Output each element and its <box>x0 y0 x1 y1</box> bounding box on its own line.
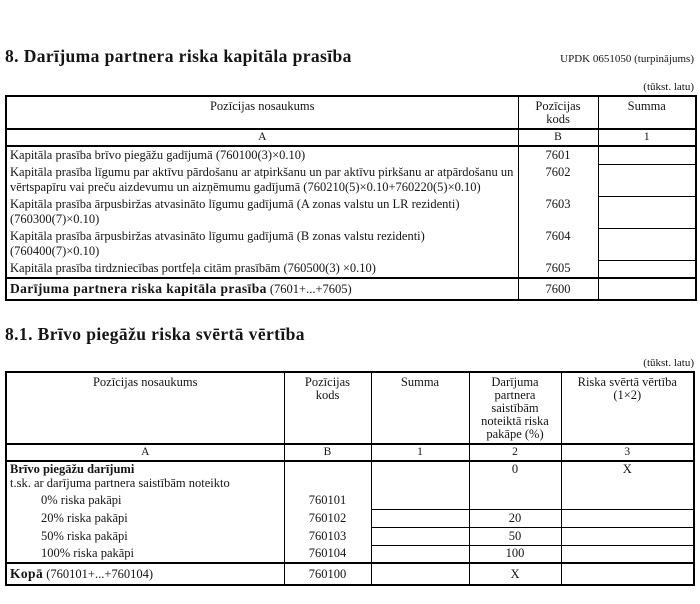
position-code-cell: 7604 <box>518 228 598 260</box>
sum-value-cell <box>598 196 696 228</box>
units-note: (tūkst. latu) <box>643 357 694 369</box>
sum-value-cell <box>598 260 696 278</box>
position-name-cell: Kapitāla prasība līgumu par aktīvu pārdošanu ar atpirkšanu un par aktīvu pirkšanu ar atpārdošanu un vērtspapīru vai preču aizdevumu un aizņēmumu gadījumā (760210(5)×0.10+760220(5)×0.10) <box>6 164 518 196</box>
table-row <box>6 164 696 196</box>
sum-value-cell <box>371 545 469 563</box>
sum-value-cell <box>598 164 696 196</box>
position-name-cell: 0% riska pakāpi <box>6 491 284 509</box>
position-code-cell: 7602 <box>518 164 598 196</box>
position-code-cell: 760104 <box>284 545 371 563</box>
position-name-cell: 100% riska pakāpi <box>6 545 284 563</box>
sum-value-cell <box>598 228 696 260</box>
table-row <box>6 461 694 476</box>
table-row <box>6 545 694 563</box>
position-name-cell: Brīvo piegāžu darījumi <box>6 461 284 476</box>
position-code-cell <box>284 461 371 476</box>
sum-value-cell <box>371 563 469 585</box>
table-header-row <box>6 96 696 129</box>
position-code-cell: 760102 <box>284 509 371 527</box>
column-letter-row <box>6 444 694 461</box>
table-row <box>6 196 696 228</box>
weighted-value-header-text: Riska svērtā vērtība (1×2) <box>577 375 677 402</box>
sum-value-cell <box>371 461 469 509</box>
position-code-cell: 7605 <box>518 260 598 278</box>
weighted-value-cell <box>561 563 694 585</box>
weighted-value-header <box>561 372 694 444</box>
risk-grade-cell: 50 <box>469 527 561 545</box>
section-81-title: 8.1. Brīvo piegāžu riska svērtā vērtība <box>5 324 305 344</box>
column-letter: B <box>518 129 598 146</box>
risk-grade-cell: 100 <box>469 545 561 563</box>
column-letter: B <box>284 444 371 461</box>
position-code-header-text: Pozīcijas kods <box>304 375 351 402</box>
position-code-header <box>518 96 598 129</box>
position-code-cell: 760101 <box>284 491 371 509</box>
weighted-value-cell <box>561 545 694 563</box>
counterparty-risk-table <box>5 95 697 301</box>
position-code-header <box>284 372 371 444</box>
table-row <box>6 509 694 527</box>
total-formula: (7601+...+7605) <box>266 282 352 296</box>
risk-grade-cell: X <box>469 563 561 585</box>
sum-value-cell <box>598 146 696 164</box>
sum-value-cell <box>598 278 696 300</box>
free-deliveries-table <box>5 371 695 586</box>
sum-value-cell <box>371 509 469 527</box>
weighted-value-cell: X <box>561 461 694 509</box>
units-note: (tūkst. latu) <box>643 81 694 93</box>
risk-grade-header <box>469 372 561 444</box>
risk-grade-cell: 20 <box>469 509 561 527</box>
position-name-cell: Kapitāla prasība brīvo piegāžu gadījumā (760100(3)×0.10) <box>6 146 518 164</box>
risk-grade-header-text: Darījuma partnera saistībām noteiktā riska pakāpe (%) <box>481 375 549 441</box>
sum-header: Summa <box>598 96 696 129</box>
position-code-cell: 760100 <box>284 563 371 585</box>
table-header-row <box>6 372 694 444</box>
position-name-cell: Kapitāla prasība tirdzniecības portfeļa citām prasībām (760500(3) ×0.10) <box>6 260 518 278</box>
total-formula: (760101+...+760104) <box>43 567 154 581</box>
table-row <box>6 527 694 545</box>
section-8-header <box>5 0 694 67</box>
position-name-cell: 50% riska pakāpi <box>6 527 284 545</box>
column-letter: A <box>6 444 284 461</box>
total-label-cell <box>6 563 284 585</box>
table-row <box>6 146 696 164</box>
column-letter: 1 <box>371 444 469 461</box>
position-name-cell: Kapitāla prasība ārpusbiržas atvasināto līgumu gadījumā (A zonas valstu un LR rezidenti) (760300(7)×0.10) <box>6 196 518 228</box>
total-row <box>6 278 696 300</box>
total-label: Darījuma partnera riska kapitāla prasība <box>10 281 267 296</box>
weighted-value-cell <box>561 527 694 545</box>
position-name-cell: t.sk. ar darījuma partnera saistībām noteikto <box>6 476 284 491</box>
sum-header: Summa <box>371 372 469 444</box>
position-name-header: Pozīcijas nosaukums <box>6 96 518 129</box>
total-label-cell <box>6 278 518 300</box>
weighted-value-cell <box>561 509 694 527</box>
page-title: 8. Darījuma partnera riska kapitāla prasība <box>5 46 352 66</box>
total-label: Kopā <box>10 566 44 581</box>
position-code-header-text: Pozīcijas kods <box>535 99 581 126</box>
risk-grade-cell: 0 <box>469 461 561 509</box>
column-letter-row <box>6 129 696 146</box>
position-code-cell: 7603 <box>518 196 598 228</box>
column-letter: 1 <box>598 129 696 146</box>
position-code-cell: 760103 <box>284 527 371 545</box>
position-code-cell: 7600 <box>518 278 598 300</box>
position-name-header: Pozīcijas nosaukums <box>6 372 284 444</box>
sum-value-cell <box>371 527 469 545</box>
position-name-cell: 20% riska pakāpi <box>6 509 284 527</box>
position-code-cell: 7601 <box>518 146 598 164</box>
column-letter: A <box>6 129 518 146</box>
table-row <box>6 260 696 278</box>
position-code-cell <box>284 476 371 491</box>
position-name-cell: Kapitāla prasība ārpusbiržas atvasināto līgumu gadījumā (B zonas valstu rezidenti) (760400(7)×0.10) <box>6 228 518 260</box>
column-letter: 3 <box>561 444 694 461</box>
total-row <box>6 563 694 585</box>
column-letter: 2 <box>469 444 561 461</box>
table-row <box>6 228 696 260</box>
form-code: UPDK 0651050 (turpinājums) <box>560 53 694 65</box>
